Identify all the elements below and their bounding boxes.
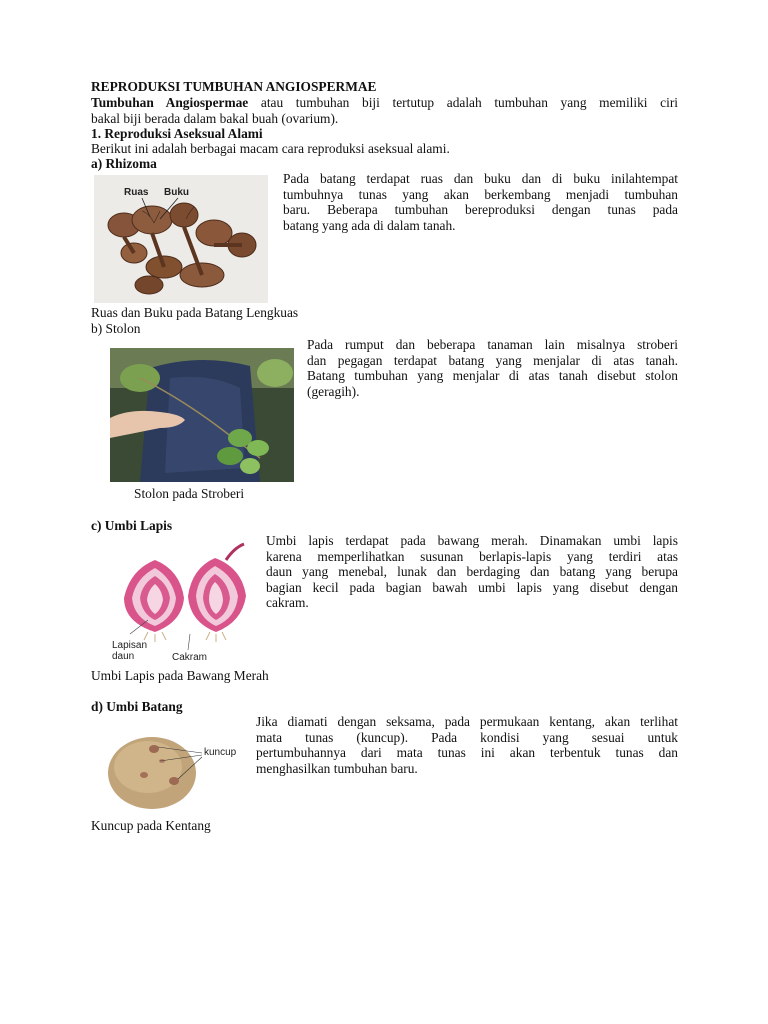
shallot-bulb-image (110, 540, 260, 664)
rhizoma-line: Pada batang terdapat ruas dan buku dan di buku inilahtempat (283, 171, 678, 186)
label-kuncup: kuncup (204, 747, 237, 758)
section1-heading: 1. Reproduksi Aseksual Alami (91, 126, 263, 141)
strawberry-stolon-image (110, 348, 294, 482)
stolon-paragraph (307, 337, 678, 399)
umbi-batang-line: pertumbuhannya dari mata tunas ini akan terbentuk tunas dan (256, 745, 678, 760)
intro-paragraph (91, 95, 678, 126)
umbi-lapis-heading: c) Umbi Lapis (91, 518, 173, 533)
stolon-line: (geragih). (307, 383, 360, 399)
intro-line1: atau tumbuhan biji tertutup adalah tumbuhan yang memiliki ciri (248, 95, 678, 110)
label-ruas: Ruas (124, 187, 149, 198)
page-title: REPRODUKSI TUMBUHAN ANGIOSPERMAE (91, 79, 377, 94)
galangal-rhizome-image (94, 175, 268, 303)
umbi-batang-line: mata tunas (kuncup). Pada kondisi yang sesuai untuk (256, 729, 678, 745)
label-daun: daun (112, 651, 135, 662)
umbi-batang-heading: d) Umbi Batang (91, 699, 183, 714)
rhizoma-line: tumbuhnya tunas yang akan berkembang menjadi tumbuhan (283, 186, 678, 202)
section1-lead: Berikut ini adalah berbagai macam cara reproduksi aseksual alami. (91, 141, 450, 156)
stolon-figure (110, 348, 294, 482)
rhizoma-heading: a) Rhizoma (91, 156, 157, 171)
stolon-line: dan pegagan terdapat batang yang menjalar di atas tanah. (307, 352, 678, 368)
umbi-lapis-line: cakram. (266, 595, 309, 610)
umbi-lapis-line: daun yang menebal, lunak dan berdaging dan batang yang berupa (266, 564, 678, 579)
umbi-batang-line: menghasilkan tumbuhan baru. (256, 760, 418, 776)
umbi-lapis-paragraph (266, 533, 678, 611)
umbi-lapis-line: Umbi lapis terdapat pada bawang merah. Dinamakan umbi lapis (266, 533, 678, 548)
stolon-caption: Stolon pada Stroberi (134, 486, 245, 501)
label-buku: Buku (164, 187, 189, 198)
rhizoma-caption: Ruas dan Buku pada Batang Lengkuas (91, 305, 299, 320)
umbi-batang-line: Jika diamati dengan seksama, pada permukaan kentang, akan terlihat (256, 714, 678, 729)
umbi-batang-paragraph (256, 714, 678, 776)
umbi-batang-caption: Kuncup pada Kentang (91, 818, 211, 833)
intro-line2: bakal biji berada dalam bakal buah (ovarium). (91, 110, 339, 126)
rhizoma-paragraph (283, 171, 678, 233)
stolon-heading: b) Stolon (91, 321, 141, 336)
umbi-lapis-figure (110, 540, 260, 664)
label-lapisan: Lapisan (112, 640, 148, 651)
potato-image (104, 727, 242, 813)
rhizoma-line: batang yang ada di dalam tanah. (283, 217, 456, 233)
intro-term: Tumbuhan Angiospermae (91, 95, 249, 110)
stolon-line: Batang tumbuhan yang menjalar di atas tanah disebut stolon (307, 368, 678, 383)
umbi-batang-figure (104, 727, 242, 813)
stolon-line: Pada rumput dan beberapa tanaman lain misalnya stroberi (307, 337, 678, 352)
umbi-lapis-line: bagian kecil pada bagian bawah umbi lapis yang disebut dengan (266, 579, 678, 595)
umbi-lapis-caption: Umbi Lapis pada Bawang Merah (91, 668, 269, 683)
umbi-lapis-line: karena memperlihatkan susunan berlapis-lapis yang terdiri atas (266, 548, 678, 564)
rhizoma-line: baru. Beberapa tumbuhan bereproduksi dengan tunas pada (283, 202, 678, 217)
label-cakram: Cakram (172, 652, 208, 663)
rhizoma-figure (94, 175, 268, 303)
